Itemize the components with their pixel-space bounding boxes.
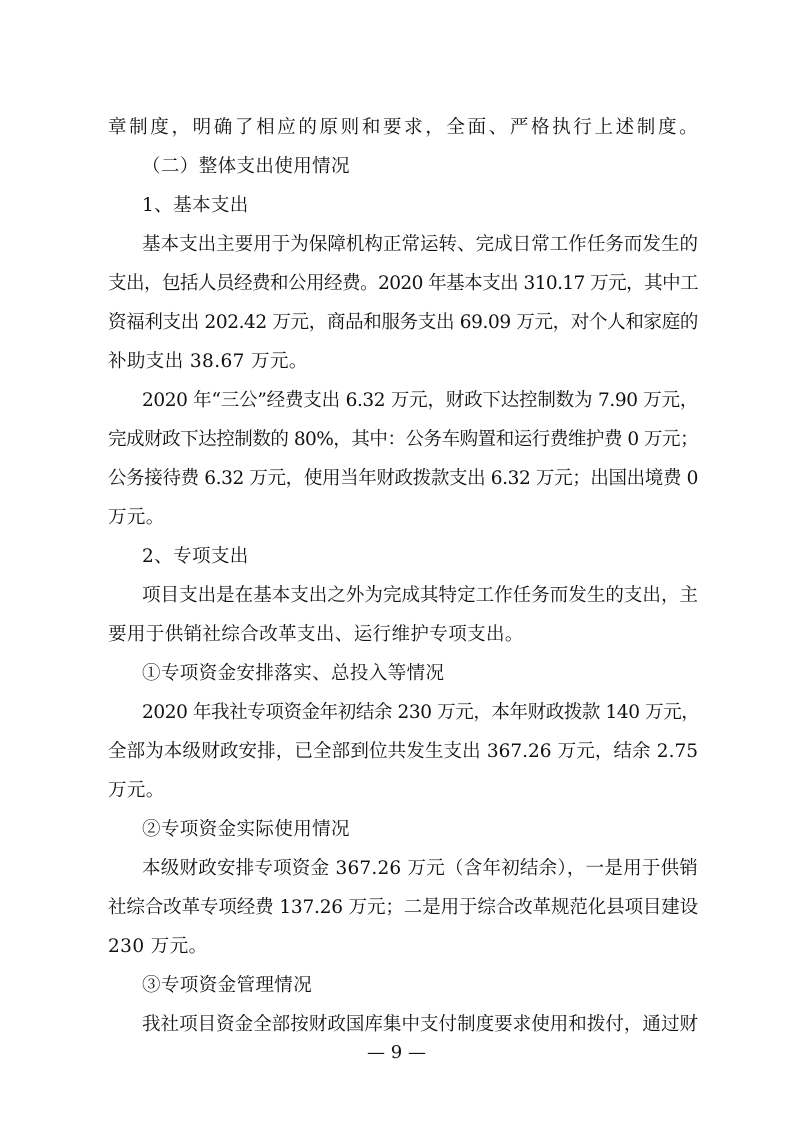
body-line: 项目支出是在基本支出之外为完成其特定工作任务而发生的支出，主 [142, 585, 698, 606]
body-line: 2020 年我社专项资金年初结余 230 万元，本年财政拨款 140 万元， [142, 702, 700, 723]
body-line: 2020 年“三公”经费支出 6.32 万元，财政下达控制数为 7.90 万元， [142, 390, 698, 411]
body-line: 本级财政安排专项资金 367.26 万元（含年初结余），一是用于供销 [142, 858, 698, 879]
body-line: 补助支出 38.67 万元。 [108, 351, 308, 372]
body-line: 基本支出主要用于为保障机构正常运转、完成日常工作任务而发生的 [142, 234, 698, 255]
body-line: 资福利支出 202.42 万元，商品和服务支出 69.09 万元，对个人和家庭的 [108, 312, 698, 333]
section-heading: （二）整体支出使用情况 [142, 156, 350, 177]
item-heading: ②专项资金实际使用情况 [142, 819, 350, 840]
page-number: — 9 — [367, 1042, 426, 1063]
body-line: 万元。 [108, 507, 165, 528]
body-line: 我社项目资金全部按财政国库集中支付制度要求使用和拨付，通过财 [142, 1014, 698, 1035]
body-line: 章制度，明确了相应的原则和要求，全面、严格执行上述制度。 [108, 117, 698, 138]
body-line: 全部为本级财政安排，已全部到位共发生支出 367.26 万元，结余 2.75 [108, 741, 698, 762]
item-heading: ③专项资金管理情况 [142, 975, 313, 996]
item-heading: ①专项资金安排落实、总投入等情况 [142, 663, 445, 684]
body-line: 完成财政下达控制数的 80%，其中：公务车购置和运行费维护费 0 万元； [108, 429, 698, 450]
body-line: 要用于供销社综合改革支出、运行维护专项支出。 [108, 624, 524, 645]
body-line: 支出，包括人员经费和公用经费。2020 年基本支出 310.17 万元，其中工 [108, 273, 698, 294]
body-line: 公务接待费 6.32 万元，使用当年财政拨款支出 6.32 万元；出国出境费 0 [108, 468, 698, 489]
body-line: 社综合改革专项经费 137.26 万元；二是用于综合改革规范化县项目建设 [108, 897, 698, 918]
body-line: 230 万元。 [108, 936, 208, 957]
subsection-heading: 2、专项支出 [142, 546, 249, 567]
body-line: 万元。 [108, 780, 165, 801]
subsection-heading: 1、基本支出 [142, 195, 249, 216]
